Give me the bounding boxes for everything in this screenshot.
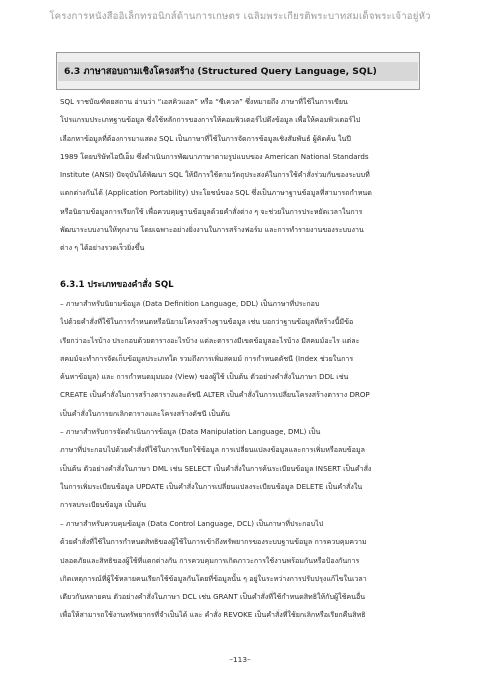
ddl-paragraph: [60, 295, 420, 423]
dcl-line: เพื่อให้สามารถใช้งานทรัพยากรที่จำเป็นได้ และ คำสั่ง REVOKE เป็นคำสั่งที่ใช้ยกเลิกหรือเรียกคืนสิทธิ: [60, 610, 366, 620]
ddl-line: เป็นคำสั่งในการยกเลิกตารางและโครงสร้างดัชนี เป็นต้น: [60, 408, 230, 418]
intro-line: โปรแกรมประเภทฐานข้อมูล ซึ่งใช้หลักการของการให้คอมพิวเตอร์ไปดึงข้อมูล เพื่อให้คอมพิวเตอร์ไป: [60, 115, 361, 125]
intro-line: พัฒนาระบบงานให้ทุกงาน โดยเฉพาะอย่างยิ่งงานในการสร้างฟอร์ม และการทำรายงานของระบบงาน: [60, 225, 364, 235]
dcl-line: เดียวกันหลายคน ตัวอย่างคำสั่งในภาษา DCL เช่น GRANT เป็นคำสั่งที่ใช้กำหนดสิทธิให้กับผู้ใช้คนอื่น: [60, 592, 366, 602]
dml-paragraph: [60, 423, 420, 514]
intro-line: 1989 โดยบริษัทไอบีเอ็ม ซึ่งดำเนินการพัฒนาภาษาตามรูปแบบของ American National Standards: [60, 151, 369, 161]
running-header: โครงการหนังสืออิเล็กทรอนิกส์ด้านการเกษตร เฉลิมพระเกียรติพระบาทสมเด็จพระเจ้าอยู่หัว: [49, 11, 431, 22]
intro-line: ต่าง ๆ ได้อย่างรวดเร็วยิ่งขึ้น: [60, 243, 145, 253]
section-title: 6.3 ภาษาสอบถามเชิงโครงสร้าง (Structured Query Language, SQL): [64, 66, 377, 77]
ddl-line: CREATE เป็นคำสั่งในการสร้างตารางและดัชนี ALTER เป็นคำสั่งในการเปลี่ยนโครงสร้างตาราง DROP: [60, 390, 370, 400]
dcl-line: ปลอดภัยและสิทธิของผู้ใช้ที่แตกต่างกัน การควบคุมการเกิดภาวะการใช้งานพร้อมกันหรือป้องกันการ: [60, 555, 360, 565]
dml-line: การลบระเบียนข้อมูล เป็นต้น: [60, 500, 147, 510]
intro-line: SQL ราชบัณฑิตยสถาน อ่านว่า “เอสคิวแอล” หรือ “ซีเควล” ซึ่งหมายถึง ภาษาที่ใช้ในการเขียน: [60, 97, 348, 106]
dml-line: เป็นต้น ตัวอย่างคำสั่งในภาษา DML เช่น SELECT เป็นคำสั่งในการค้นระเบียนข้อมูล INSERT เป็นคำสั่ง: [60, 463, 372, 473]
intro-line: Institute (ANSI) ปัจจุบันได้พัฒนา SQL ให้มีการใช้ตามวัตถุประสงค์ในการใช้คำสั่งร่วมกันของระบบที่: [60, 170, 370, 180]
intro-line: แตกต่างกันได้ (Application Portability) ประโยชน์ของ SQL ซึ่งเป็นภาษาฐานข้อมูลที่สามารถกำหนด: [60, 188, 372, 198]
ddl-line: สคมม์จะทำการจัดเก็บข้อมูลประเภทใด รวมถึงการเพิ่มสคมม์ การกำหนดดัชนี (Index ช่วยในการ: [60, 353, 354, 363]
intro-line: เลือกหาข้อมูลที่ต้องการมาแสดง SQL เป็นภาษาที่ใช้ในการจัดการข้อมูลเชิงสัมพันธ์ ผู้คิดค้น ในปี: [60, 133, 351, 143]
subsection-title: 6.3.1 ประเภทของคำสั่ง SQL: [60, 280, 174, 290]
dcl-paragraph: [60, 515, 420, 625]
intro-line: หรือนิยามข้อมูลการเรียกใช้ เพื่อควบคุมฐานข้อมูลด้วยคำสั่งต่าง ๆ จะช่วยในการประหยัดเวลาในการ: [60, 206, 363, 216]
dml-line: – ภาษาสำหรับการจัดดำเนินการข้อมูล (Data Manipulation Language, DML) เป็น: [60, 427, 321, 436]
ddl-line: – ภาษาสำหรับนิยามข้อมูล (Data Definition Language, DDL) เป็นภาษาที่ประกอบ: [60, 299, 320, 308]
ddl-line: ไปด้วยคำสั่งที่ใช้ในการกำหนดหรือนิยามโครงสร้างฐานข้อมูล เช่น บอกว่าฐานข้อมูลที่สร้างนี้มีข้อ: [60, 317, 354, 327]
section-heading-box: [56, 52, 420, 90]
dcl-line: เกิดเหตุการณ์ที่ผู้ใช้หลายคนเรียกใช้ข้อมูลกันโดยที่ข้อมูลนั้น ๆ อยู่ในระหว่างการปรับปรุงแก้ไขในเวลา: [60, 573, 367, 583]
ddl-line: เรียกว่าอะไรบ้าง ประกอบด้วยตารางอะไรบ้าง แต่ละตารางมีเขตข้อมูลอะไรบ้าง มีสคมม์อะไร แต่ละ: [60, 335, 360, 345]
dml-line: ภาษาที่ประกอบไปด้วยคำสั่งที่ใช้ในการเรียกใช้ข้อมูล การเปลี่ยนแปลงข้อมูลและการเพิ่มหรือลบข้อมูล: [60, 445, 365, 455]
dcl-line: – ภาษาสำหรับควบคุมข้อมูล (Data Control Language, DCL) เป็นภาษาที่ประกอบไป: [60, 519, 324, 528]
page-number: –113–: [229, 655, 251, 664]
dml-line: ในการเพิ่มระเบียนข้อมูล UPDATE เป็นคำสั่งในการเปลี่ยนแปลงระเบียนข้อมูล DELETE เป็นคำสั่งใน: [60, 481, 363, 491]
ddl-line: ค้นหาข้อมูล) และ การกำหนดมุมมอง (View) ของผู้ใช้ เป็นต้น ตัวอย่างคำสั่งในภาษา DDL เช่น: [60, 372, 349, 382]
intro-paragraph: [60, 93, 420, 258]
dcl-line: ด้วยคำสั่งที่ใช้ในการกำหนดสิทธิของผู้ใช้ในการเข้าถึงทรัพยากรของระบบฐานข้อมูล การควบคุมความ: [60, 537, 367, 547]
